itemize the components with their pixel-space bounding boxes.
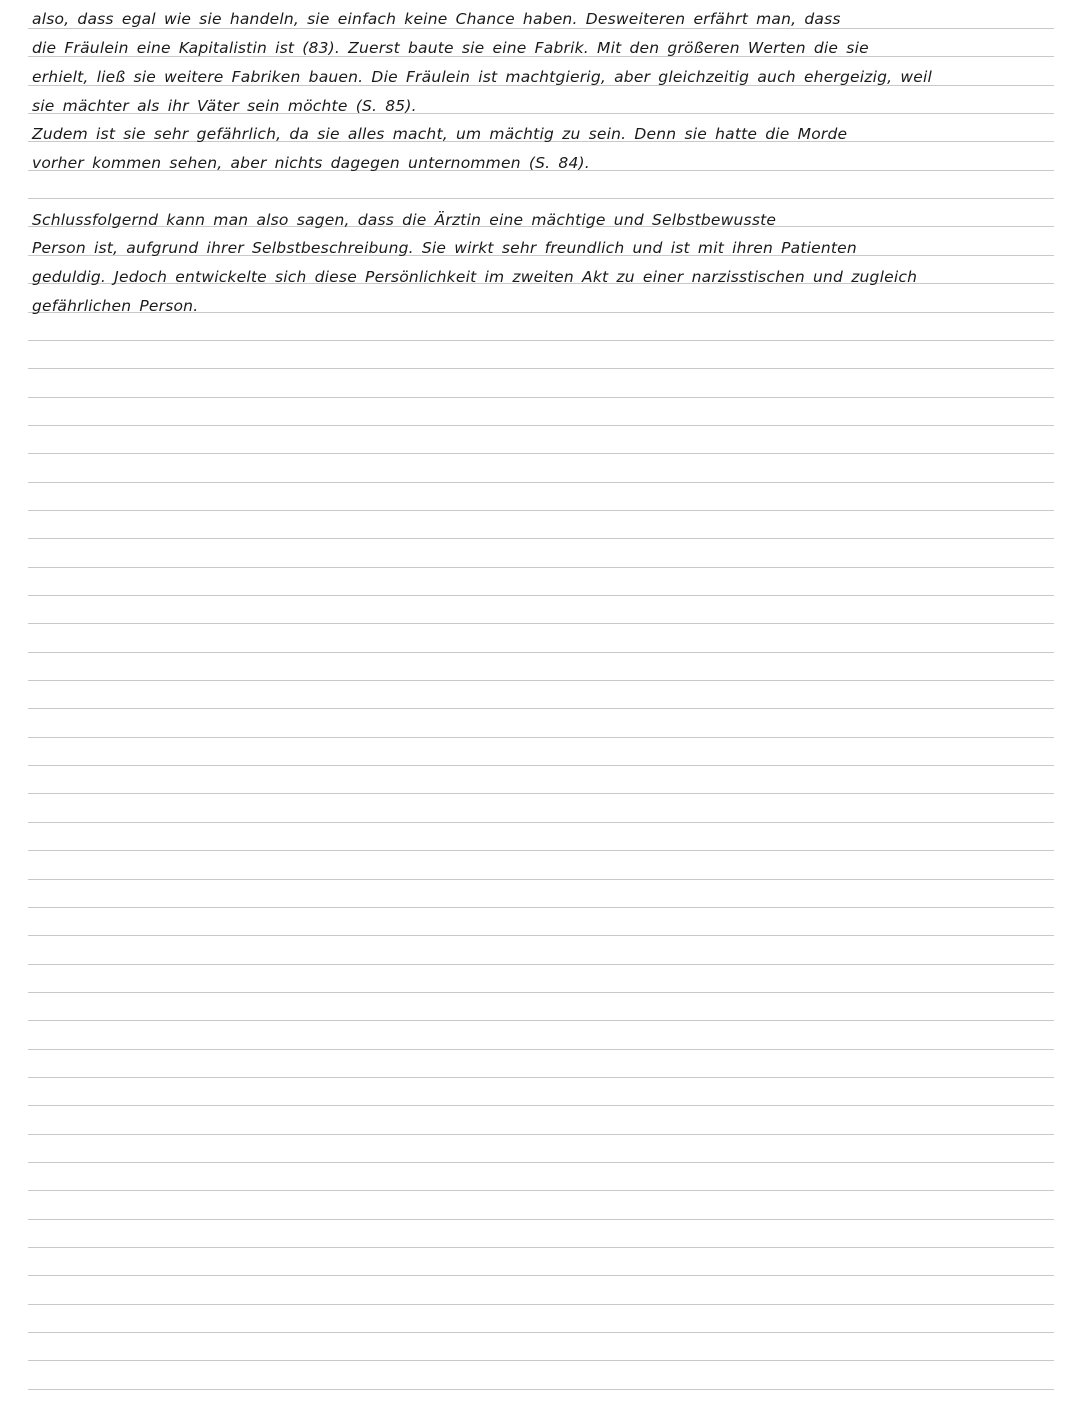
text-line: sie mächter als ihr Väter sein möchte (S. 85). bbox=[32, 97, 417, 115]
ruled-line bbox=[28, 935, 1054, 936]
ruled-line bbox=[28, 1134, 1054, 1135]
ruled-line bbox=[28, 992, 1054, 993]
ruled-line bbox=[28, 397, 1054, 398]
ruled-line bbox=[28, 1219, 1054, 1220]
ruled-line bbox=[28, 822, 1054, 823]
ruled-line bbox=[28, 850, 1054, 851]
ruled-line bbox=[28, 482, 1054, 483]
text-line: gefährlichen Person. bbox=[32, 297, 199, 315]
text-line: erhielt, ließ sie weitere Fabriken bauen. Die Fräulein ist machtgierig, aber gleichzeitig auch ehergeizig, weil bbox=[32, 68, 933, 86]
ruled-line bbox=[28, 510, 1054, 511]
ruled-line bbox=[28, 1077, 1054, 1078]
ruled-line bbox=[28, 198, 1054, 199]
ruled-line bbox=[28, 453, 1054, 454]
ruled-line bbox=[28, 1247, 1054, 1248]
ruled-line bbox=[28, 737, 1054, 738]
ruled-line bbox=[28, 595, 1054, 596]
ruled-line bbox=[28, 1275, 1054, 1276]
ruled-line bbox=[28, 340, 1054, 341]
ruled-line bbox=[28, 1304, 1054, 1305]
text-line: die Fräulein eine Kapitalistin ist (83). Zuerst baute sie eine Fabrik. Mit den größeren Werten die sie bbox=[32, 39, 869, 57]
ruled-line bbox=[28, 1360, 1054, 1361]
ruled-line bbox=[28, 567, 1054, 568]
ruled-line bbox=[28, 368, 1054, 369]
ruled-line bbox=[28, 765, 1054, 766]
ruled-line bbox=[28, 1389, 1054, 1390]
ruled-line bbox=[28, 1105, 1054, 1106]
ruled-line bbox=[28, 623, 1054, 624]
ruled-line bbox=[28, 425, 1054, 426]
ruled-line bbox=[28, 1020, 1054, 1021]
text-line: also, dass egal wie sie handeln, sie einfach keine Chance haben. Desweiteren erfährt man, dass bbox=[32, 10, 841, 28]
ruled-line bbox=[28, 1332, 1054, 1333]
text-line: geduldig. Jedoch entwickelte sich diese Persönlichkeit im zweiten Akt zu einer narzisstischen und zugleich bbox=[32, 268, 918, 286]
ruled-line bbox=[28, 28, 1054, 29]
ruled-line bbox=[28, 793, 1054, 794]
ruled-line bbox=[28, 907, 1054, 908]
ruled-line bbox=[28, 652, 1054, 653]
text-line: Person ist, aufgrund ihrer Selbstbeschreibung. Sie wirkt sehr freundlich und ist mit ihren Patienten bbox=[32, 239, 857, 257]
ruled-line bbox=[28, 708, 1054, 709]
ruled-line bbox=[28, 1049, 1054, 1050]
text-line: Schlussfolgernd kann man also sagen, dass die Ärztin eine mächtige und Selbstbewusste bbox=[32, 211, 777, 229]
ruled-line bbox=[28, 879, 1054, 880]
ruled-line bbox=[28, 1162, 1054, 1163]
ruled-line bbox=[28, 538, 1054, 539]
text-line: Zudem ist sie sehr gefährlich, da sie alles macht, um mächtig zu sein. Denn sie hatte die Morde bbox=[32, 125, 848, 143]
ruled-line bbox=[28, 680, 1054, 681]
ruled-line bbox=[28, 1190, 1054, 1191]
ruled-line bbox=[28, 964, 1054, 965]
text-line: vorher kommen sehen, aber nichts dagegen unternommen (S. 84). bbox=[32, 154, 590, 172]
